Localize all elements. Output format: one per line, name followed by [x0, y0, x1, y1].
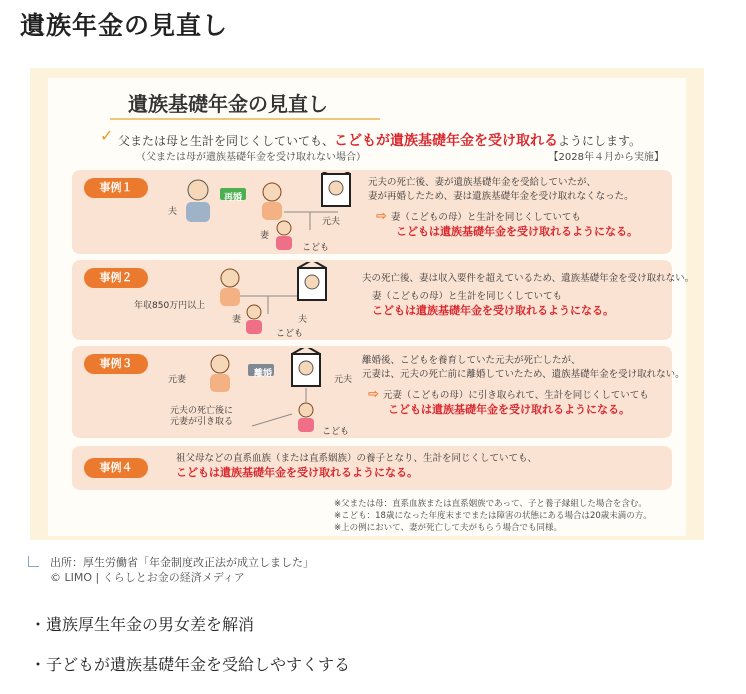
case-1-label-wife: 妻 [260, 231, 270, 241]
case-2-family-illustration [202, 262, 332, 340]
case-3-result-line2: こどもは遺族基礎年金を受け取れるようになる。 [388, 403, 630, 416]
sub-note: （父または母が遺族基礎年金を受け取れない場合） [136, 152, 366, 163]
case-2-label-child: こども [276, 329, 304, 339]
effective-date: 【2028年４月から実施】 [548, 152, 664, 163]
case-1-label-remarry: 再婚 [224, 193, 243, 203]
lead-prefix: 父または母と生計を同じくしていても、 [118, 134, 335, 148]
case-2-panel [72, 260, 695, 340]
case-1-panel [72, 170, 672, 254]
case-2-label-wife: 妻 [232, 315, 242, 325]
figure-notes [334, 498, 652, 534]
case-1-label-husband: 夫 [168, 207, 178, 217]
arrow-right-icon: ⇨ [368, 387, 379, 402]
case-2-text: 夫の死亡後、妻は収入要件を超えているため、遺族基礎年金を受け取れない。 [362, 273, 695, 284]
case-4-text [176, 452, 537, 480]
case-3-text-line2: 元妻は、元夫の死亡前に離婚していたため、遺族基礎年金を受け取れない。 [362, 369, 685, 380]
case-2-result [372, 290, 614, 318]
lead-suffix: ようにします。 [558, 134, 642, 148]
note-2: ※こども：18歳になった年度末までまたは障害の状態にある場合は20歳未満の方。 [334, 511, 652, 521]
figure-title-underline [110, 82, 380, 120]
case-2-result-line1: 妻（こどもの母）と生計を同じくしていても [372, 291, 563, 302]
lead-highlight: こどもが遺族基礎年金を受け取れる [334, 133, 559, 149]
case-1-text-line1: 元夫の死亡後、妻が遺族基礎年金を受給していたが、 [368, 177, 597, 188]
case-1-label-child: こども [302, 243, 330, 253]
case-1-badge: 事例１ [84, 178, 148, 198]
case-3-label-ex-wife: 元妻 [168, 375, 187, 385]
case-3-text-line1: 離婚後、こどもを養育していた元夫が死亡したが、 [362, 355, 581, 366]
note-3: ※上の例において、妻が死亡して夫がもらう場合でも同様。 [334, 523, 562, 533]
bullet-item: ・子どもが遺族基礎年金を受給しやすくする [30, 655, 351, 674]
case-1-result-line1: 妻（こどもの母）と生計を同じくしていても [390, 212, 581, 223]
case-3-result-line1: 元妻（こどもの母）に引き取られて、生計を同じくしていても [382, 390, 649, 401]
infographic-figure [30, 68, 704, 540]
case-4-badge: 事例４ [84, 458, 148, 478]
check-icon: ✓ [100, 126, 114, 145]
case-3-text [362, 354, 685, 382]
bullet-item: ・遺族厚生年金の男女差を解消 [30, 615, 255, 634]
case-3-label-taken-line2: 元妻が引き取る [170, 417, 234, 427]
caption-source: 出所：厚生労働省「年金制度改正法が成立しました」 [50, 556, 314, 569]
caption-credit: © LIMO | くらしとお金の経済メディア [50, 571, 245, 584]
case-3-result [368, 388, 649, 417]
case-3-label-taken [170, 406, 233, 428]
case-3-label-divorce: 離婚 [254, 369, 273, 379]
case-1-result [376, 210, 638, 239]
case-3-panel [72, 346, 685, 438]
case-1-text [368, 176, 634, 204]
case-2-label-income: 年収850万円以上 [134, 301, 206, 311]
case-2-badge: 事例２ [84, 268, 148, 288]
case-2-label-husband: 夫 [298, 315, 308, 325]
case-4-text-line1: 祖父母などの直系血族（または直系姻族）の養子となり、生計を同じくしていても、 [176, 453, 538, 464]
infographic-panel [48, 78, 695, 536]
caption-corner-icon [28, 556, 39, 567]
case-3-label-child: こども [322, 427, 350, 437]
case-2-result-line2: こどもは遺族基礎年金を受け取れるようになる。 [372, 304, 614, 317]
case-1-text-line2: 妻が再婚したため、妻は遺族基礎年金を受け取れなくなった。 [368, 191, 634, 202]
arrow-right-icon: ⇨ [376, 209, 387, 224]
case-3-badge: 事例３ [84, 354, 148, 374]
case-3-label-ex-husband: 元夫 [334, 375, 353, 385]
case-4-result: こどもは遺族基礎年金を受け取れるようになる。 [176, 466, 418, 479]
case-3-label-taken-line1: 元夫の死亡後に [170, 406, 234, 416]
note-1: ※父または母：直系血族または直系姻族であって、子と養子縁組した場合を含む。 [334, 499, 647, 509]
case-4-panel [72, 446, 672, 490]
lead-text [118, 130, 641, 150]
page-title: 遺族年金の見直し [20, 11, 229, 40]
figure-title: 遺族基礎年金の見直し [128, 92, 328, 116]
case-1-label-ex-husband: 元夫 [322, 217, 341, 227]
case-1-result-line2: こどもは遺族基礎年金を受け取れるようになる。 [396, 225, 638, 238]
